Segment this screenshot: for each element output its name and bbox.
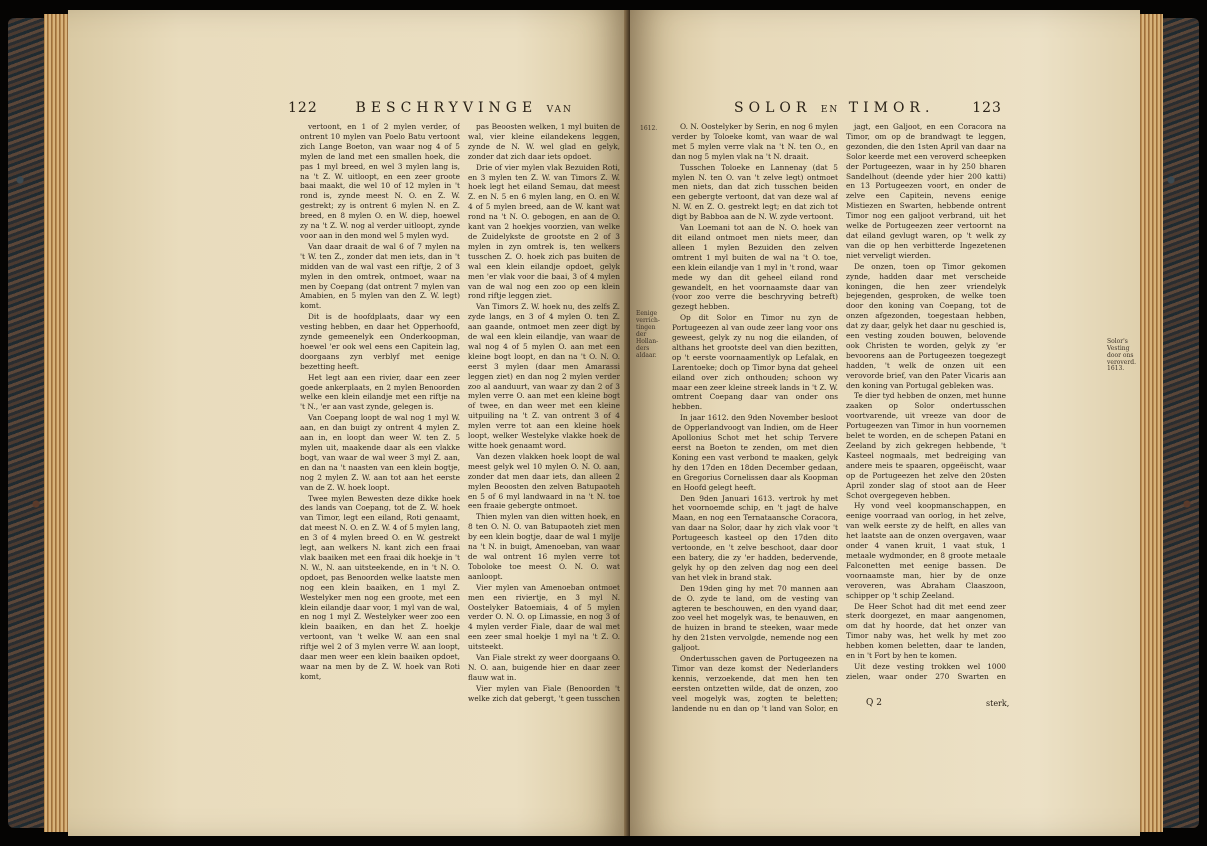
right-head-timor: TIMOR. bbox=[848, 100, 935, 116]
right-column-2 bbox=[846, 122, 1006, 682]
paragraph: Thien mylen van dien witten hoek, en 8 ten O. N. O. van Batupaoteh ziet men by een klein bogtje, daar de wal 1 mylje na 't N. in buigt, Amenoeban, van waar de wal ontrent 16 mylen verre tot Toboloke toe meest O. N. O. wat aanloopt. bbox=[468, 512, 620, 581]
paragraph: De Heer Schot had dit met eend zeer sterk doorgezet, en maar aangenomen, om dat hy hoorde, dat het onzer van Timor naby was, het welk hy met zoo hebben komen beletten, daar te landen, en in 't Fort by hen te komen. bbox=[846, 601, 1006, 661]
paragraph: Van Loemani tot aan de N. O. hoek van dit eiland ontmoet men niets meer, dan alleen 1 mylen Bezuiden den zelven omtrent 1 myl buiten de wal na 't O. toe, een klein eilandje van 1 myl in 't rond, waar mede wy dan dit geheel eiland rond gewandelt, en het voornaamste daar van (voor zoo verre die beschryving betreft) gezegt hebben. bbox=[672, 223, 838, 312]
paragraph: Den 9den Januari 1613. vertrok hy met het voornoemde schip, en 't jagt de halve Maan, en nog een Ternataansche Coracora, van daar na Solor, daar hy zich vlak voor 't Portugeesch kasteel op den 17den dito vertoonde, en 't zelve beschoot, daar door een batery, die zy 'er hadden, bedervende, gelyk hy op den zelven dag nog een deel van het vlek in brand stak. bbox=[672, 493, 838, 582]
margin-year-1613: 1613. bbox=[1107, 365, 1125, 372]
paragraph: O. N. Oostelyker by Serin, en nog 6 mylen verder by Toloeke komt, van waar de wal met 5 mylen verre vlak na 't N. ten O., en dan nog 5 mylen vlak na 't N. draait. bbox=[672, 122, 838, 161]
right-board bbox=[1159, 18, 1199, 828]
page-signature: Q 2 bbox=[866, 698, 882, 708]
paragraph: Vier mylen van Fiale (Benoorden 't welke zich dat gebergt, 't geen tusschen bbox=[468, 683, 620, 703]
paragraph: Twee mylen Bewesten deze dikke hoek des lands van Coepang, tot de Z. W. hoek van Timor, legt een eiland, Roti genaamt, dat meest N. O. en Z. W. 4 of 5 mylen lang, en 3 of 4 mylen breed O. en W. gestrekt legt, aan welkers N. kant zich een fraai vlak baaiken met een fraai dik hoekje in 't N. W., N. aan uitsteekende, en in 't N. O. opdoet, pas Benoorden welke laatste men nog een klein baaiken, en 1 myl Z. Westelyker men nog een groote, met een klein eilandje daar voor, 1 myl van de wal, en nog 1 myl Z. Westelyker weer zoo een klein baaiken, en dan het Z. hoekje vertoont, van 't welke W. aan een snal riftje wel 2 of 3 mylen verre W. aan loopt, daar men weer een klein baaiken opdoet, waar na men by de Z. W. hoek van Roti komt, bbox=[300, 493, 460, 681]
paragraph: In jaar 1612. den 9den November besloot de Opperlandvoogt van Indien, om de Heer Apollonius Schot met het schip Tervere eerst na Boeton te zenden, om met dien Koning een vast verbond te maaken, gelyk hy den 17den en 18den December gedaan, en Gregorius Cornelissen daar als Koopman en Hoofd gelegt heeft. bbox=[672, 413, 838, 492]
paragraph: Den 19den ging hy met 70 mannen aan de O. zyde te land, om de vesting van agteren te beschouwen, en den vyand daar, zoo veel het mogelyk was, te benauwen, en de huizen in brand te steeken, waar mede hy den 21sten vervolgde, nemende nog een galjoot. bbox=[672, 583, 838, 653]
left-running-head bbox=[288, 100, 573, 116]
left-head-van: VAN bbox=[546, 105, 573, 115]
left-column-1 bbox=[300, 122, 460, 682]
margin-note-left: Eenige verrich-tingen der Hollan-ders aldaar. bbox=[636, 310, 660, 359]
left-page bbox=[68, 10, 628, 836]
paragraph: Vier mylen van Amenoeban ontmoet men een riviertje, en 3 myl N. Oostelyker Batoemiais, 4 of 5 mylen verder O. N. O. op Limassie, en nog 3 of 4 mylen verder Fiale, daar de wal met een zeer smal hoekje 1 myl na 't Z. O. uitsteekt. bbox=[468, 582, 620, 652]
catchword: sterk, bbox=[986, 699, 1010, 708]
paragraph: Van Timors Z. W. hoek nu, des zelfs Z. zyde langs, en 3 of 4 mylen O. ten Z. aan gaande, ontmoet men zeer digt by de wal een klein eilandje, van waar de wal nog 4 of 5 mylen O. aan met een kleine bogt loopt, en dan na 't O. N. O. eerst 3 mylen (daar men Amarassi leggen ziet) en dan nog 2 mylen verder zoo al aanduurt, van waar zy dan 2 of 3 mylen verre O. aan met een kleine bogt of twee, en dan weer met een kleine uitpuiling na 't Z. van ontrent 3 of 4 mylen verre tot aan een kleine hoek loopt, welker Westelyke vlakke hoek de witte hoek genaamt word. bbox=[468, 302, 620, 450]
paragraph: Van Fiale strekt zy weer doorgaans O. N. O. aan, buigende hier en daar zeer flauw wat in. bbox=[468, 653, 620, 682]
left-board bbox=[8, 18, 48, 828]
left-column-2 bbox=[468, 122, 620, 704]
right-running-head bbox=[734, 100, 1002, 116]
paragraph: Uit deze vesting trokken wel 1000 zielen, waar onder 270 Swarten en bbox=[846, 661, 1006, 681]
right-column-1 bbox=[672, 122, 838, 712]
paragraph: Het legt aan een rivier, daar een zeer goede ankerplaats, en 2 mylen Benoorden welke een klein eilandje met een riftje na 't N., 'er aan vast zynde, gelegen is. bbox=[300, 372, 460, 412]
paragraph: Op dit Solor en Timor nu zyn de Portugeezen al van oude zeer lang voor ons geweest, gelyk zy nu nog die eilanden, of althans het grootste deel van dien bezitten, op 't eerste voornaamentlyk op Lefalak, en Larentoeke; doch op Timor byna dat geheel eiland over zich onthouden; schoon wy maar een zeer kleine streek lands in 't Z. W. omtrent Coepang daar van onder ons hebben. bbox=[672, 313, 838, 412]
paragraph: pas Beoosten welken, 1 myl buiten de wal, vier kleine eilandekens leggen, zynde de N. W. wel glad en gelyk, zonder dat zich daar iets opdoet. bbox=[468, 122, 620, 161]
margin-year-1612: 1612. bbox=[640, 125, 658, 132]
right-head-solor: SOLOR bbox=[734, 100, 812, 116]
left-page-number: 122 bbox=[288, 100, 318, 116]
paragraph: Van daar draait de wal 6 of 7 mylen na 't W. ten Z., zonder dat men iets, dan in 't midden van de wal vast een riftje, 2 of 3 mylen in den omtrek, ontmoet, waar na men by Coepang (dat ontrent 7 mylen van Amabien, en 5 mylen van den Z. W. legt) komt. bbox=[300, 241, 460, 311]
paragraph: Ondertusschen gaven de Portugeezen na Timor van deze komst der Nederlanders kennis, verzoekende, dat men hen ten eersten ontzetten wilde, dat de onzen, zoo veel mogelyk was, zogten te beletten; landende nu en dan op 't land van Solor, en bbox=[672, 654, 838, 712]
margin-note-right: Solor's Vesting door ons veroverd. bbox=[1107, 338, 1136, 366]
right-page bbox=[630, 10, 1140, 836]
paragraph: Te dier tyd hebben de onzen, met hunne zaaken op Solor ondertusschen voortvarende, uit vreeze van door de Portugeezen van Timor in hun voornemen belet te worden, en de schepen Patani en Zeeland by zich gekregen hebbende, 't Kasteel nogmaals, met bedreiging van andere meis te spaaren, opgeëischt, waar op de Portugeezen het zelve den 20sten April zonder slag of stoot aan de Heer Schot overgegeven hebben. bbox=[846, 391, 1006, 500]
paragraph: jagt, een Galjoot, en een Coracora na Timor, om op de brandwagt te leggen, gezonden, die den 1sten April van daar na Solor keerde met een veroverd scheepken der Portugeezen, waar in hy 250 bharen Sandelhout (deende yder hier 200 katti) en 13 Portugeezen voort, en onder de zelve een Capitein, nevens eenige Mistiezen en Swarten, hebbende ontrent Timor nog een galjoot verbrand, uit het welke de Portugeezen zeer vertoornt na dat eiland gevlugt waren, op 't welk zy van die op hen verbitterde Ingezetenen niet verveligt wierden. bbox=[846, 122, 1006, 260]
paragraph: Van Coepang loopt de wal nog 1 myl W. aan, en dan buigt zy ontrent 4 mylen Z. aan in, en loopt dan weer W. ten Z. 5 mylen uit, maakende daar als een vlakke bogt, van waar de wal weer 3 myl Z. aan, en dan na 't naasten van een klein bogtje, nog 2 mylen Z. W. aan tot aan het eerste van de Z. W. hoek loopt. bbox=[300, 413, 460, 492]
paragraph: Tusschen Toloeke en Lannenay (dat 5 mylen N. ten O. van 't zelve legt) ontmoet men niets, dan dat zich tusschen beiden een gebergte vertoont, dat van deze wal af N. W. en Z. O. gestrekt legt; en dat zich tot digt by Babboa aan de N. W. zyde vertoont. bbox=[672, 162, 838, 222]
right-page-number: 123 bbox=[972, 100, 1002, 116]
paragraph: Drie of vier mylen vlak Bezuiden Roti, en 3 mylen ten Z. W. van Timors Z. W. hoek legt het eiland Semau, dat meest Z. en N. 5 en 6 mylen lang, en O. en W. 4 of 5 mylen breed, aan de W. kant wat rond na 't N. O. gebogen, en aan de O. kant van 2 hoekjes voorzien, van welke de Zuidelykste de grootste en 2 of 3 mylen in zyn omtrek is, ten welkers tusschen Z. O. hoek zich pas buiten de wal een klein eilandje opdoet, gelyk men 'er vlak voor die baai, 3 of 4 mylen van de wal nog een zoo op een klein rond riftje leggen ziet. bbox=[468, 162, 620, 301]
paragraph: Dit is de hoofdplaats, daar wy een vesting hebben, en daar het Opperhoofd, zynde gemeenelyk een Onderkoopman, hoewel 'er ook wel eens een Capitein lag, doorgaans zyn verblyf met eenige bezetting heeft. bbox=[300, 312, 460, 371]
paragraph: De onzen, toen op Timor gekomen zynde, hadden daar met verscheide koningen, die hen zeer vriendelyk bejegenden, gesproken, de welke toen door den koning van Coepang, tot de onzen afgezonden, toegestaan hebben, dat zy daar, gelyk het daar nu geschied is, een vesting zouden bouwen, belovende ook Christen te worden, gelyk zy 'er bevoorens aan de Portugeezen toegezegt hadden, 't welk de onzen uit een verovorde brief, van den Pater Vicaris aan den koning van Portugal gebleken was. bbox=[846, 261, 1006, 390]
paragraph: Hy vond veel koopmanschappen, en eenige voorraad van oorlog, in het zelve, van welk eerste zy de helft, en alles van het laatste aan de onzen overgaven, waar onder 4 vanen kruit, 1 vaat stuk, 1 metaale wydmonder, en 8 groote metaale Falconetten met eenige bassen. De voornaamste man, hier by de onze veroveren, was Abraham Claaszoon, schipper op 't schip Zeeland. bbox=[846, 501, 1006, 600]
left-head-title: BESCHRYVINGE bbox=[355, 100, 538, 116]
paragraph: Van dezen vlakken hoek loopt de wal meest gelyk wel 10 mylen O. N. O. aan, zonder dat men daar iets, dan alleen 2 mylen Beoosten den zelven Batupaoteh en 5 of 6 myl landwaard in na 't N. toe een fraaie gebergte ontmoet. bbox=[468, 451, 620, 511]
paragraph: vertoont, en 1 of 2 mylen verder, of ontrent 10 mylen van Poelo Batu vertoont zich Lange Boeton, van waar nog 4 of 5 mylen de land met een smallen hoek, die pas 1 myl breed, en wel 3 mylen lang is, na 't Z. W. uitloopt, en een zeer groote baai maakt, die wel 10 of 12 mylen in 't rond is, zynde meest N. O. en Z. W. gestrekt; zy is ontrent 6 mylen N. en Z. breed, en 8 mylen O. en W. diep, hoewel zy na 't Z. W. nog al verder uitloopt, zynde voor aan in den mond wel 5 mylen wyd. bbox=[300, 122, 460, 240]
right-head-en: EN bbox=[820, 105, 840, 115]
